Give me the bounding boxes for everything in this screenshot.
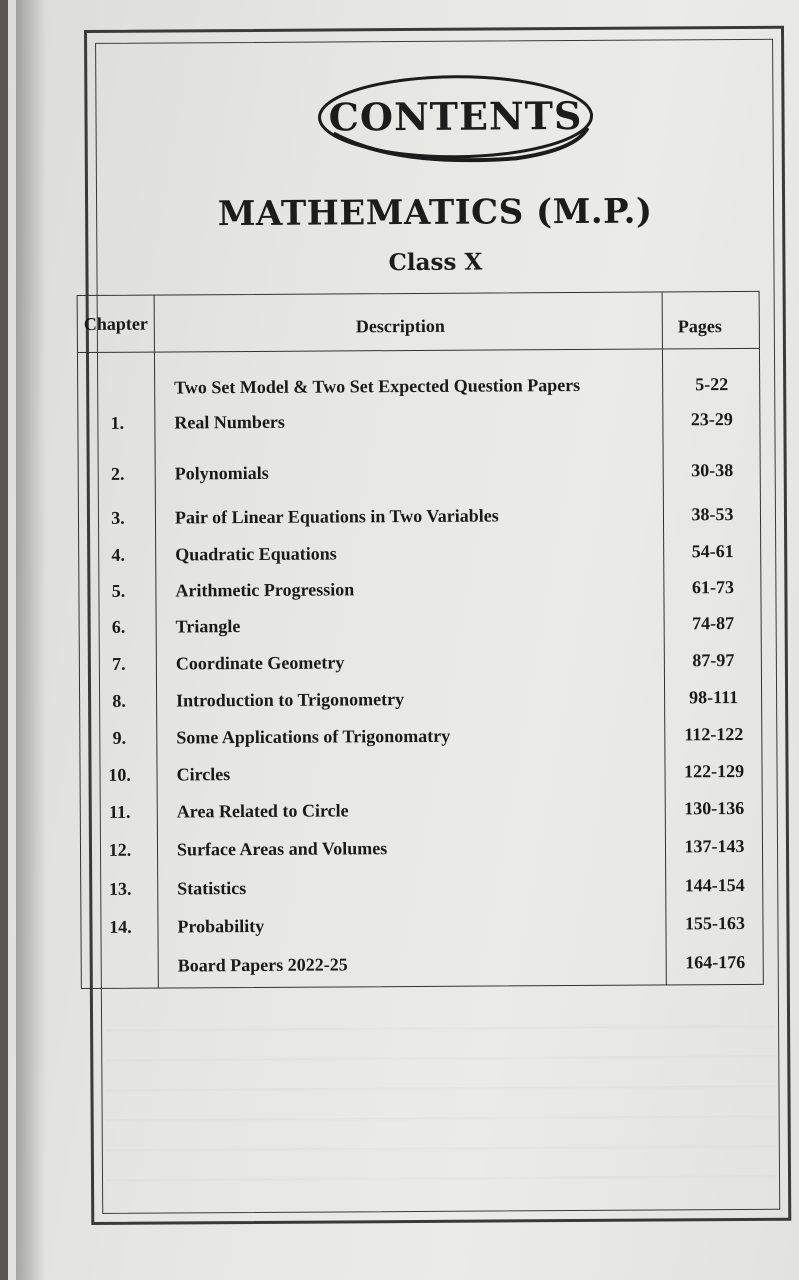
row-pages: 112-122 [684,723,744,745]
row-chapter-number: 12. [108,839,132,860]
row-description: Surface Areas and Volumes [176,838,388,860]
table-row [80,613,763,643]
row-pages: 122-129 [683,760,745,782]
blank-page-area [105,999,776,1193]
row-chapter-number: 11. [108,801,131,822]
column-header-pages: Pages [677,316,722,337]
row-description: Quadratic Equations [175,543,337,565]
row-description: Board Papers 2022-25 [177,954,348,976]
row-pages: 38-53 [691,504,734,525]
row-pages: 5-22 [695,374,729,395]
row-chapter-number: 14. [109,916,132,937]
table-row [81,875,764,905]
page-gutter-shadow [16,0,46,1280]
class-label: Class X [388,248,483,277]
row-description: Circles [176,764,231,785]
row-description: Introduction to Trigonometry [176,689,405,711]
table-row [81,798,764,828]
table-row [79,541,762,571]
table-row [81,913,764,943]
table-row [80,687,763,717]
row-description: Real Numbers [174,411,285,433]
row-chapter-number: 8. [112,690,126,711]
row-chapter-number: 9. [112,727,127,748]
row-pages: 23-29 [690,409,733,430]
row-pages: 61-73 [691,577,734,598]
contents-table [77,291,764,989]
column-header-chapter: Chapter [83,313,148,335]
table-row [80,650,763,680]
row-description: Coordinate Geometry [175,652,345,674]
row-description: Area Related to Circle [176,800,349,822]
row-pages: 87-97 [692,650,735,671]
row-description: Pair of Linear Equations in Two Variables [174,505,499,528]
contents-title: CONTENTS [328,92,583,140]
row-pages: 98-111 [689,687,739,708]
row-pages: 54-61 [691,541,734,562]
row-chapter-number: 1. [110,412,125,433]
row-chapter-number: 7. [112,653,126,674]
table-row [82,952,765,982]
table-row [80,761,763,791]
contents-heading [315,70,596,164]
table-row [80,724,763,754]
row-description: Probability [177,915,265,937]
table-row [81,836,764,866]
row-description: Triangle [175,616,241,637]
table-row [79,504,762,534]
table-row [79,460,762,490]
row-description: Polynomials [174,462,269,484]
row-chapter-number: 10. [108,764,131,785]
row-description: Some Applications of Trigonomatry [176,725,451,748]
row-pages: 30-38 [691,460,734,481]
row-chapter-number: 2. [110,463,125,484]
row-pages: 130-136 [684,797,745,819]
row-pages: 74-87 [692,613,735,634]
row-description: Arithmetic Progression [175,579,355,601]
row-chapter-number: 3. [111,507,125,528]
row-pages: 137-143 [684,835,745,857]
row-chapter-number: 4. [111,544,126,565]
header-divider [78,348,759,353]
row-pages: 164-176 [685,951,746,973]
subject-title: MATHEMATICS (M.P.) [217,191,653,235]
row-description: Statistics [177,878,247,899]
row-pages: 144-154 [684,874,745,896]
row-description: Two Set Model & Two Set Expected Question Papers [174,374,581,398]
book-page [8,0,799,1280]
table-row [79,577,762,607]
page-border [84,26,791,1225]
column-header-description: Description [355,315,445,337]
row-pages: 155-163 [684,912,746,934]
table-row [78,409,761,439]
row-chapter-number: 13. [108,878,132,899]
row-chapter-number: 5. [111,580,126,601]
table-row [78,374,761,404]
row-chapter-number: 6. [111,616,126,637]
